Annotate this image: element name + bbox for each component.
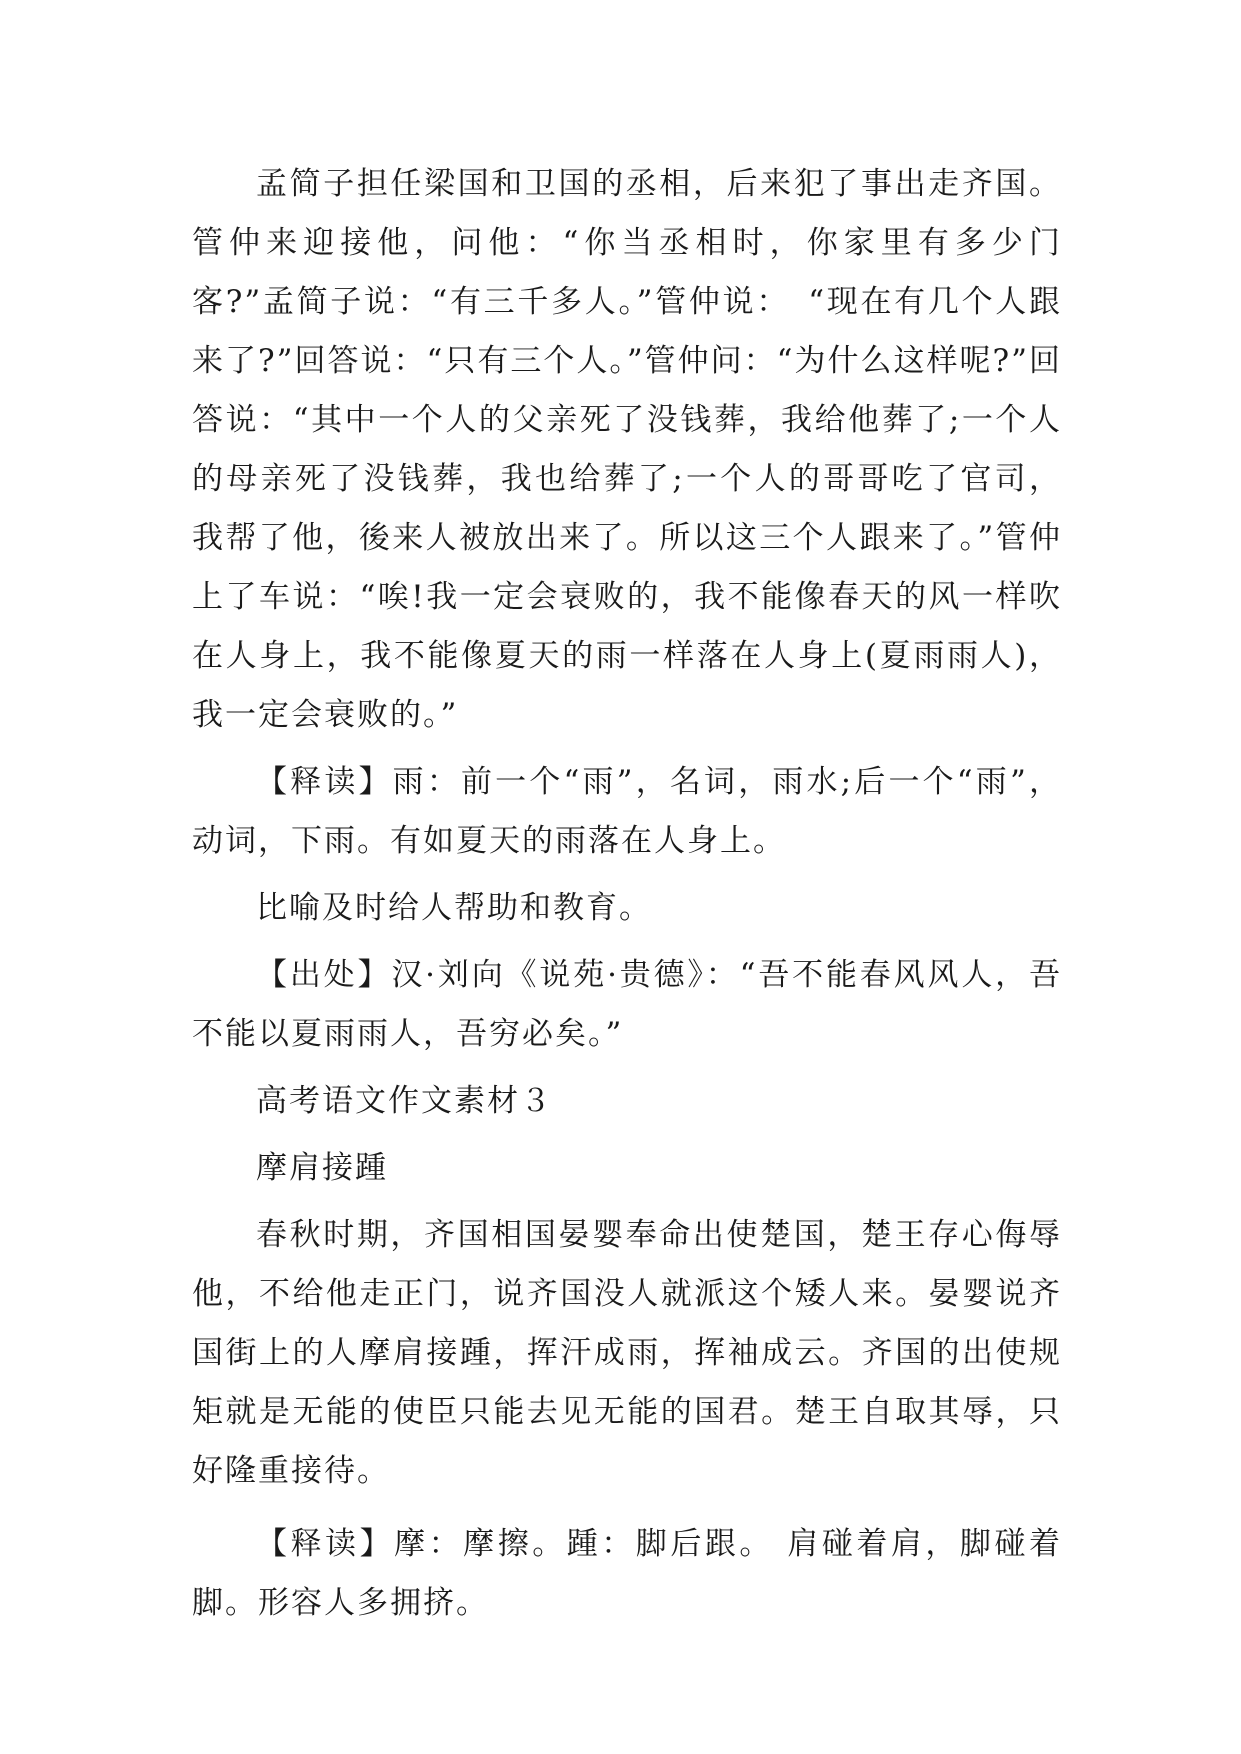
idiom-title: 摩肩接踵 [256, 1150, 388, 1186]
story-paragraph-yanying: 春秋时期，齐国相国晏婴奉命出使楚国，楚王存心侮辱他，不给他走正门，说齐国没人就派这个矮人来。晏婴说齐国街上的人摩肩接踵，挥汗成雨，挥袖成云。齐国的出使规矩就是无能的使臣只能去见无能的国君。楚王自取其辱，只好隆重接待。 [192, 1217, 1062, 1489]
story-paragraph-mengjianzi: 孟简子担任梁国和卫国的丞相，后来犯了事出走齐国。管仲来迎接他，问他：“你当丞相时，你家里有多少门客?”孟简子说：“有三千多人。”管仲说： “现在有几个人跟来了?”回答说：“只有三个人。”管仲问：“为什么这样呢?”回答说：“其中一个人的父亲死了没钱葬，我给他葬了;一个人的母亲死了没钱葬，我也给葬了;一个人的哥哥吃了官司，我帮了他，後来人被放出来了。所以这三个人跟来了。”管仲上了车说：“唉!我一定会衰败的，我不能像春天的风一样吹在人身上，我不能像夏天的雨一样落在人身上(夏雨雨人)，我一定会衰败的。” [192, 166, 1062, 733]
interpretation-paragraph-mojianjiezhong: 【释读】摩：摩擦。踵：脚后跟。 肩碰着肩，脚碰着脚。形容人多拥挤。 [192, 1526, 1062, 1621]
source-paragraph: 【出处】汉·刘向《说苑·贵德》：“吾不能春风风人，吾不能以夏雨雨人，吾穷必矣。” [192, 957, 1062, 1052]
metaphor-paragraph: 比喻及时给人帮助和教育。 [256, 890, 652, 926]
section-heading: 高考语文作文素材３ [256, 1083, 553, 1119]
document-body [192, 155, 1062, 1633]
interpretation-paragraph-xiayu: 【释读】雨：前一个“雨”，名词，雨水;后一个“雨”，动词，下雨。有如夏天的雨落在人身上。 [192, 764, 1062, 859]
